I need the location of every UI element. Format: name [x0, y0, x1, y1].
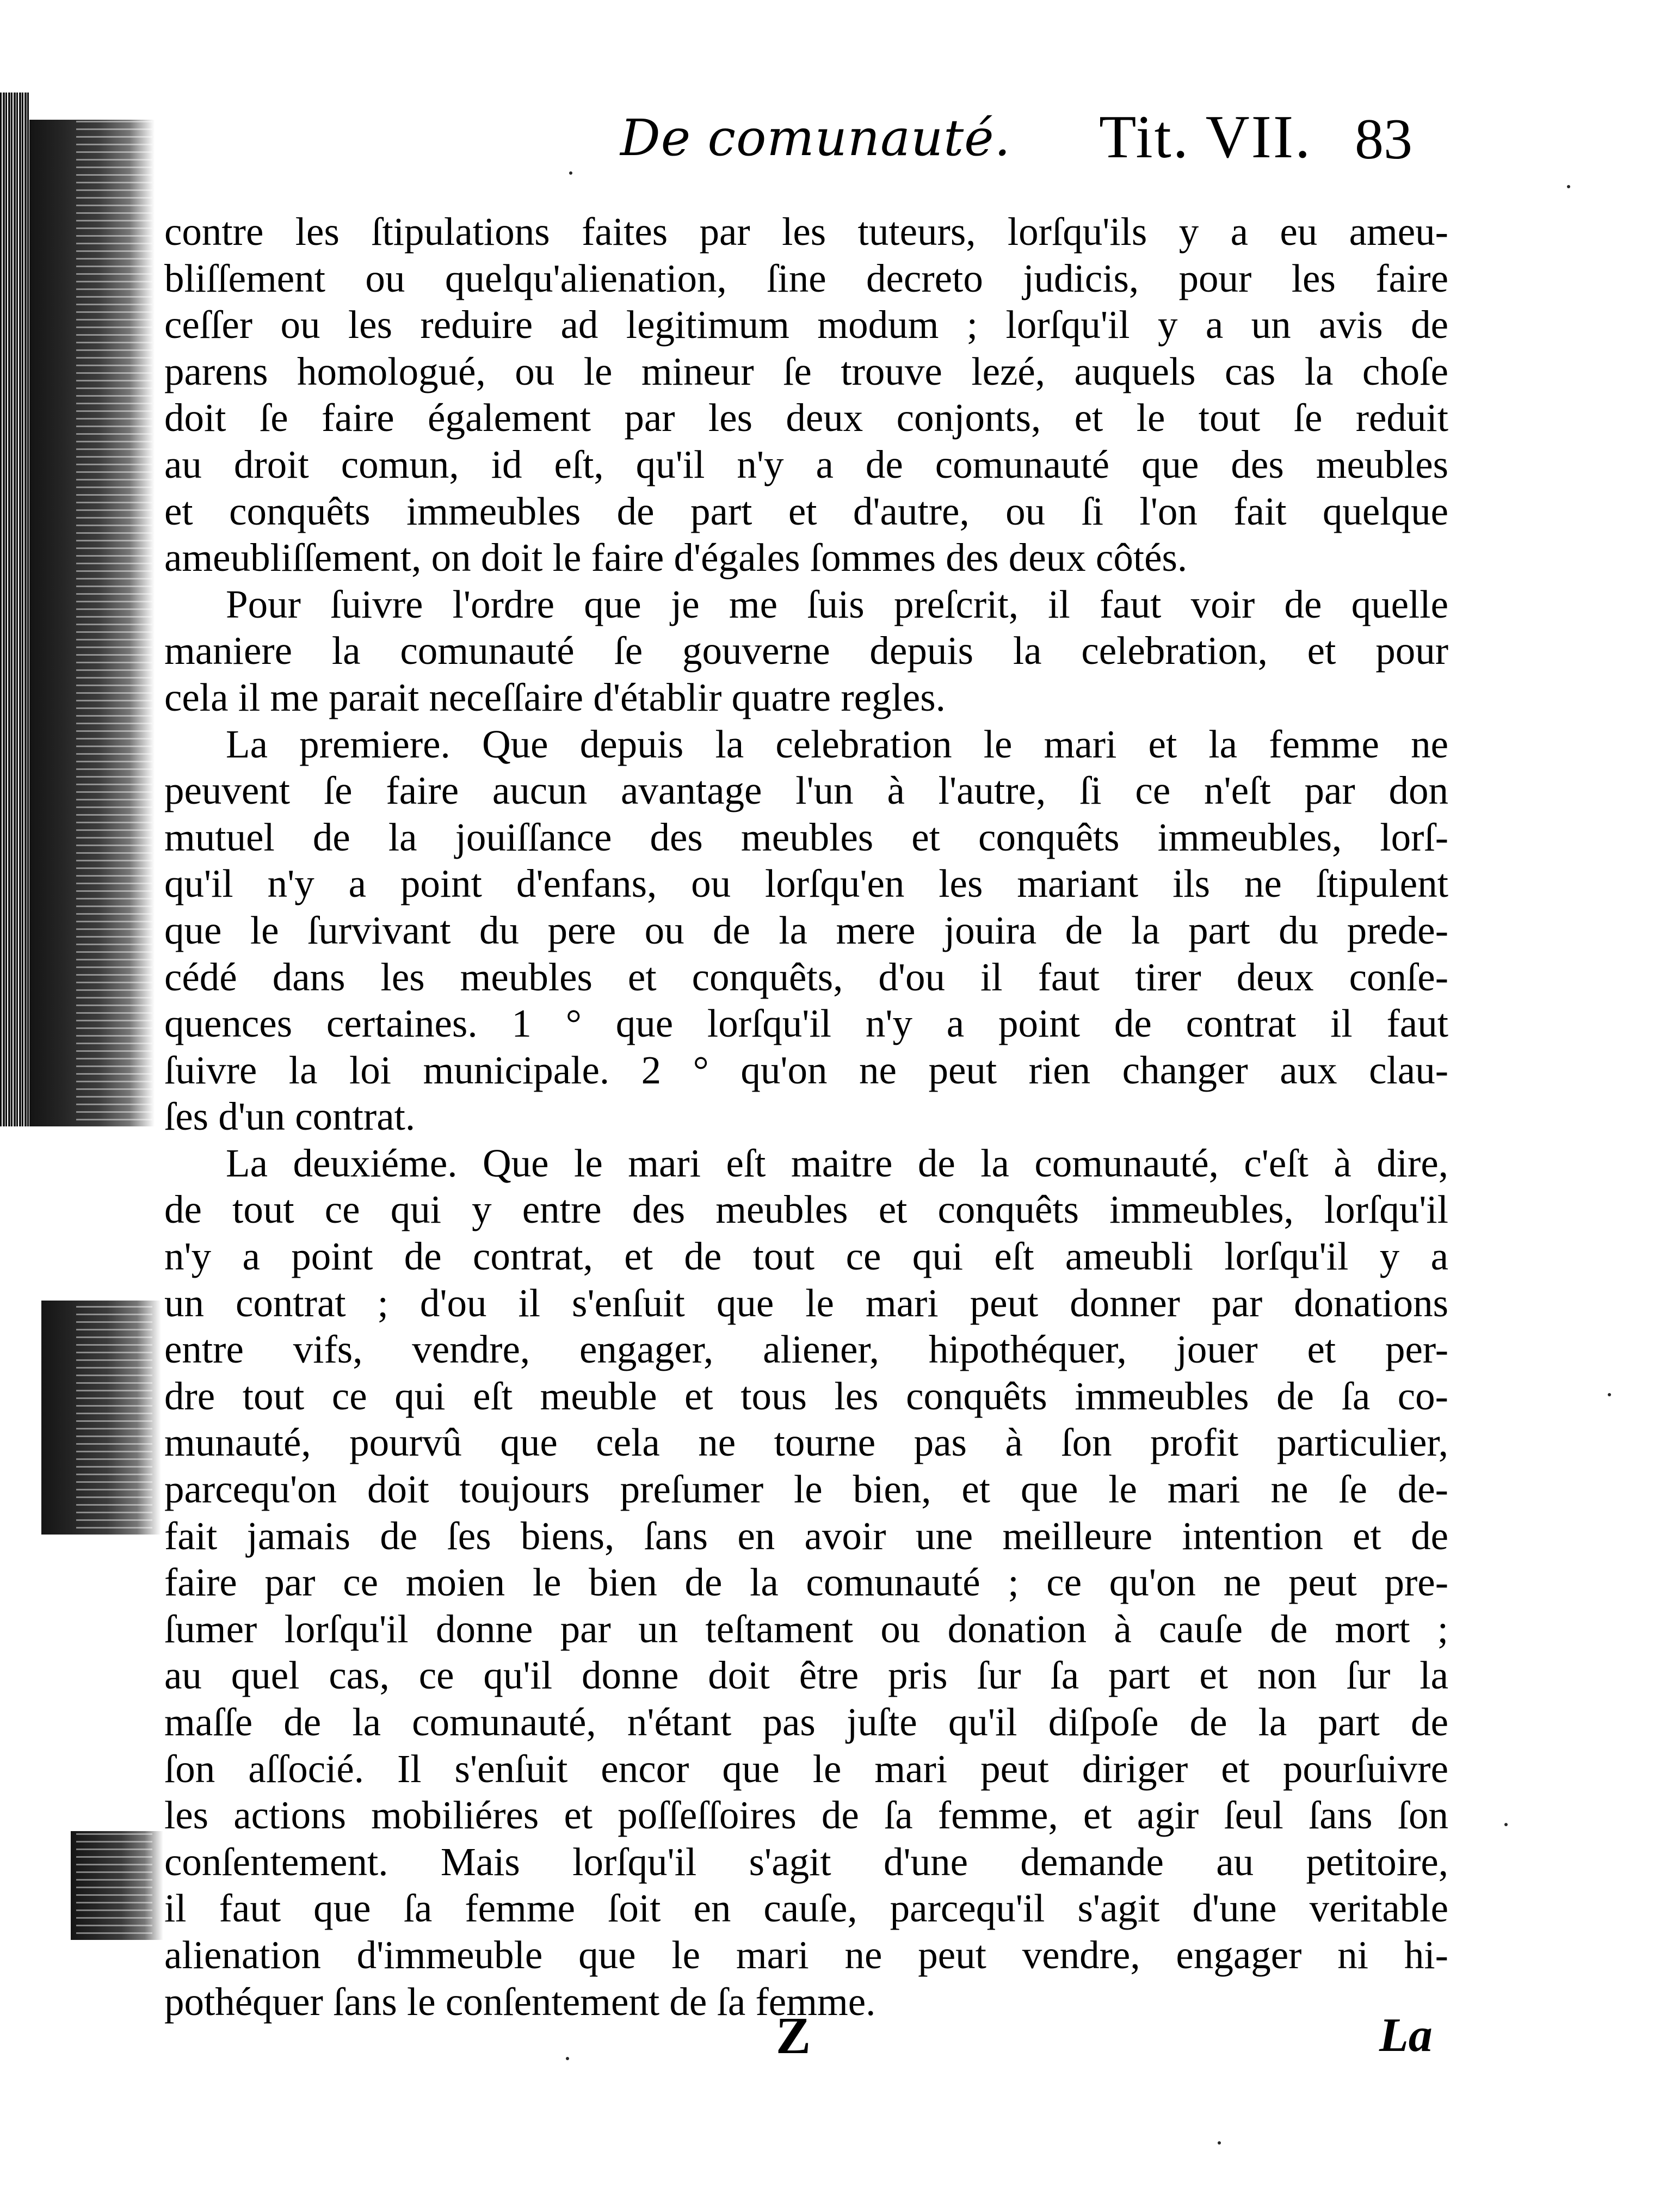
paragraph-start-line: La premiere. Que depuis la celebration le mari et la femme ne [226, 722, 1448, 766]
text-line: doit ſe faire également par les deux conjonts, et le tout ſe reduit [164, 396, 1448, 440]
signature-mark: Z [776, 2006, 812, 2065]
text-line: conſentement. Mais lorſqu'il s'agit d'une demande au petitoire, [164, 1839, 1448, 1884]
binding-edge-top [0, 93, 29, 1126]
text-line: mutuel de la jouiſſance des meubles et conquêts immeubles, lorſ- [164, 815, 1448, 859]
text-line: ſumer lorſqu'il donne par un teſtament ou donation à cauſe de mort ; [164, 1606, 1448, 1651]
text-line: que le ſurvivant du pere ou de la mere jouira de la part du prede- [164, 908, 1448, 952]
section-label: Tit. VII. [1099, 103, 1312, 171]
text-line: dre tout ce qui eſt meuble et tous les conquêts immeubles de ſa co- [164, 1373, 1448, 1418]
text-line: il faut que ſa femme ſoit en cauſe, parcequ'il s'agit d'une veritable [164, 1886, 1448, 1931]
text-line: au quel cas, ce qu'il donne doit être pris ſur ſa part et non ſur la [164, 1653, 1448, 1698]
scan-speck [566, 2057, 569, 2060]
scan-speck [1567, 185, 1570, 188]
catchword: La [1379, 2009, 1433, 2062]
text-line: munauté, pourvû que cela ne tourne pas à ſon profit particulier, [164, 1420, 1448, 1465]
scan-speck [1504, 1823, 1508, 1826]
text-line: quences certaines. 1 ° que lorſqu'il n'y a point de contrat il faut [164, 1001, 1448, 1046]
text-line: fait jamais de ſes biens, ſans en avoir une meilleure intention et de [164, 1513, 1448, 1558]
text-line: cédé dans les meubles et conquêts, d'ou il faut tirer deux conſe- [164, 954, 1448, 999]
scan-speck [1218, 2141, 1221, 2145]
shadow-texture-middle [76, 1301, 152, 1535]
text-line: les actions mobiliéres et poſſeſſoires de ſa femme, et agir ſeul ſans ſon [164, 1793, 1448, 1838]
text-line: pothéquer ſans le conſentement de ſa femme. [164, 1979, 876, 2024]
text-line: et conquêts immeubles de part et d'autre, ou ſi l'on fait quelque [164, 489, 1448, 533]
text-line: ceſſer ou les reduire ad legitimum modum ; lorſqu'il y a un avis de [164, 303, 1448, 347]
text-line: parens homologué, ou le mineur ſe trouve lezé, auquels cas la choſe [164, 349, 1448, 393]
shadow-texture-top [76, 120, 152, 1126]
scan-speck [1608, 1393, 1611, 1396]
paragraph-start-line: Pour ſuivre l'ordre que je me ſuis preſcrit, il faut voir de quelle [226, 582, 1448, 626]
body-text [164, 208, 1448, 2025]
text-line: ameubliſſement, on doit le faire d'égales ſommes des deux côtés. [164, 535, 1188, 580]
text-line: n'y a point de contrat, et de tout ce qui eſt ameubli lorſqu'il y a [164, 1234, 1448, 1279]
text-line: ſes d'un contrat. [164, 1094, 416, 1139]
text-line: cela il me parait neceſſaire d'établir quatre regles. [164, 675, 946, 719]
text-line: contre les ſtipulations faites par les tuteurs, lorſqu'ils y a eu ameu- [164, 210, 1448, 254]
text-line: maſſe de la comunauté, n'étant pas juſte qu'il diſpoſe de la part de [164, 1700, 1448, 1744]
running-title: De comunauté. [620, 109, 1011, 167]
scan-speck [569, 171, 572, 175]
text-line: ſuivre la loi municipale. 2 ° qu'on ne peut rien changer aux clau- [164, 1048, 1448, 1092]
paragraph-start-line: La deuxiéme. Que le mari eſt maitre de la comunauté, c'eſt à dire, [226, 1141, 1448, 1185]
page-number: 83 [1355, 107, 1412, 171]
running-header [620, 93, 1458, 185]
shadow-texture-bottom [76, 1831, 152, 1940]
text-line: peuvent ſe faire aucun avantage l'un à l'autre, ſi ce n'eſt par don [164, 768, 1448, 813]
text-line: qu'il n'y a point d'enfans, ou lorſqu'en les mariant ils ne ſtipulent [164, 861, 1448, 906]
text-line: parcequ'on doit toujours preſumer le bien, et que le mari ne ſe de- [164, 1467, 1448, 1512]
text-line: faire par ce moien le bien de la comunauté ; ce qu'on ne peut pre- [164, 1560, 1448, 1605]
text-line: un contrat ; d'ou il s'enſuit que le mari peut donner par donations [164, 1280, 1448, 1325]
text-line: bliſſement ou quelqu'alienation, ſine decreto judicis, pour les faire [164, 256, 1448, 300]
text-line: maniere la comunauté ſe gouverne depuis la celebration, et pour [164, 629, 1448, 673]
text-line: ſon aſſocié. Il s'enſuit encor que le mari peut diriger et pourſuivre [164, 1746, 1448, 1791]
text-line: entre vifs, vendre, engager, aliener, hipothéquer, jouer et per- [164, 1327, 1448, 1372]
text-line: de tout ce qui y entre des meubles et conquêts immeubles, lorſqu'il [164, 1187, 1448, 1232]
text-line: alienation d'immeuble que le mari ne peut vendre, engager ni hi- [164, 1932, 1448, 1977]
text-line: au droit comun, id eſt, qu'il n'y a de comunauté que des meubles [164, 442, 1448, 486]
